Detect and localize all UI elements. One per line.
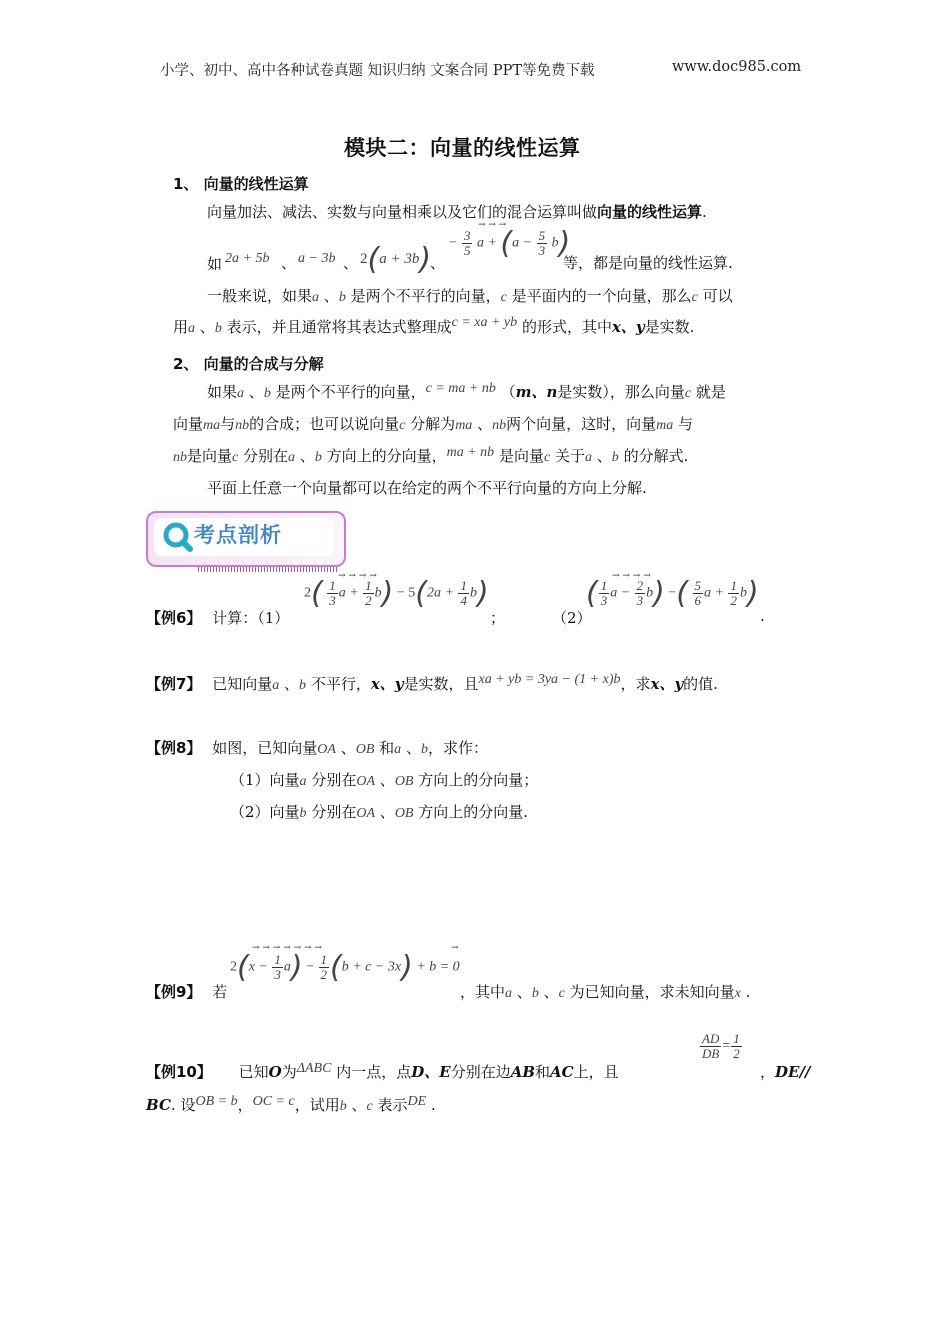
t: 2 <box>304 585 311 601</box>
para1-bold-term: 向量的线性运算 <box>597 203 703 221</box>
t: . <box>745 983 751 1001</box>
frac-num: 5 <box>538 228 546 244</box>
ex6-text: 计算：（1） <box>212 609 290 627</box>
t: 的值. <box>683 675 718 693</box>
search-icon <box>162 521 194 553</box>
t: . <box>430 1096 436 1114</box>
frac-den: 6 <box>694 593 702 608</box>
vec-c: c <box>558 986 565 1001</box>
t: 内一点，点 <box>336 1063 412 1081</box>
t: b <box>374 585 382 601</box>
frac-den: 2 <box>730 593 737 608</box>
expr-part: b <box>551 235 559 251</box>
t: AC <box>550 1063 574 1081</box>
vec-b: b <box>299 678 307 693</box>
t: a − <box>610 585 631 601</box>
expr-ma-nb: ma + nb <box>446 445 495 460</box>
vec-a: a <box>188 321 196 336</box>
t: 、 <box>379 771 395 789</box>
frac-num: 1 <box>600 578 608 594</box>
t: 上，且 <box>573 1063 619 1081</box>
t: 如图，已知向量 <box>212 739 318 757</box>
ex9-expr: 2(x − $\frac{1}{3}$ a) − $\frac{1}{2}$ (b + c − 3x) + b = 0 <box>230 950 460 985</box>
frac-den: 3 <box>538 243 546 258</box>
page-title: 模块二：向量的线性运算 <box>344 136 581 160</box>
t: 一般来说，如果 <box>207 287 313 305</box>
vec-c: c <box>232 450 239 465</box>
frac-num: 1 <box>365 578 372 594</box>
ex7-equation: xa + yb = 3ya − (1 + x)b <box>478 672 621 687</box>
frac-num: 3 <box>463 228 471 244</box>
expr-c-xa-yb: c = xa + yb <box>451 315 518 330</box>
vec-ob: OB <box>394 774 414 789</box>
vec-c: c <box>500 290 507 305</box>
expr-2-a-3b: 2(a + 3b) <box>360 242 432 277</box>
t: 分别在 <box>311 771 357 789</box>
badge-stripe <box>198 567 338 572</box>
t: 是实数，且 <box>403 675 479 693</box>
ex6-end: . <box>760 607 765 625</box>
sep: 、 <box>281 254 297 272</box>
t: a + <box>704 585 724 601</box>
t: 为已知向量，求未知向量 <box>569 983 735 1001</box>
vector-arrows: → → → → <box>612 571 651 581</box>
vec-b: b <box>611 450 619 465</box>
ex10-line1-end <box>760 1061 810 1082</box>
expr-oc-c: OC = c <box>252 1094 295 1109</box>
t: ，其中 <box>460 983 506 1001</box>
frac-den: 2 <box>320 967 328 982</box>
t: 、 <box>477 415 493 433</box>
t: 不平行， <box>310 675 371 693</box>
expr-ob-b: OB = b <box>195 1094 238 1109</box>
vec-c: c <box>366 1099 373 1114</box>
frac-num: 2 <box>636 578 644 594</box>
header-left-text: 小学、初中、高中各种试卷真题 知识归纳 文案合同 PPT等免费下载 <box>160 63 595 79</box>
frac-num: 1 <box>329 578 336 594</box>
t: 就是 <box>695 383 726 401</box>
t: 分别在 <box>311 803 357 821</box>
vec-x: x <box>734 986 741 1001</box>
t: 、 <box>248 383 264 401</box>
ex8-line <box>146 737 488 758</box>
frac-num: 1 <box>730 578 737 594</box>
frac-num: 1 <box>274 952 281 968</box>
t: 是实数），那么向量 <box>557 383 685 401</box>
t: 方向上的分向量， <box>326 447 447 465</box>
section1-para3 <box>207 289 733 305</box>
t: 可以 <box>702 287 733 305</box>
vec-b: b <box>339 1099 347 1114</box>
vec-a: a <box>585 450 592 465</box>
t: 、 <box>340 739 356 757</box>
t: 是向量 <box>498 447 544 465</box>
t: b <box>646 585 654 601</box>
t: 两个向量，这时，向量 <box>506 415 657 433</box>
t: 与 <box>220 415 236 433</box>
t: 表示 <box>377 1096 408 1114</box>
vec-nb: nb <box>173 450 187 465</box>
t: ，求作： <box>427 739 488 757</box>
vec-ma: ma <box>455 418 473 433</box>
ex9-line-end <box>460 981 750 1002</box>
vec-a: a <box>237 386 245 401</box>
para2-end: 等，都是向量的线性运算. <box>563 254 733 272</box>
vec-oa: OA <box>317 742 336 757</box>
frac-num: 1 <box>460 578 467 594</box>
t: 、 <box>199 318 215 336</box>
frac-den: 3 <box>600 593 608 608</box>
vector-arrows: → → → → <box>338 571 377 581</box>
vec-a: a <box>394 742 402 757</box>
ex7-tag: 【例7】 <box>146 675 202 693</box>
section1-para4 <box>173 315 695 336</box>
t: 是两个不平行的向量， <box>350 287 501 305</box>
t: x、y <box>611 318 645 336</box>
ex10-line1 <box>146 1061 619 1082</box>
t: D、E <box>411 1063 451 1081</box>
t: 2 <box>230 959 237 975</box>
t: − 5 <box>396 585 416 601</box>
t: m、n <box>515 383 558 401</box>
para1-text: 向量加法、减法、实数与向量相乘以及它们的混合运算叫做 <box>207 203 598 221</box>
vec-ma: ma <box>656 418 674 433</box>
expr-c-ma-nb: c = ma + nb <box>425 381 496 396</box>
header-url[interactable]: www.doc985.com <box>672 59 802 75</box>
frac-den: 3 <box>274 967 281 982</box>
vec-b: b <box>314 450 322 465</box>
t: 2a + <box>427 585 454 601</box>
t: x、y <box>370 675 404 693</box>
t: 若 <box>212 983 228 1001</box>
t: 、 <box>516 983 532 1001</box>
section2-heading: 2、 向量的合成与分解 <box>173 355 324 373</box>
vec-a: a <box>272 678 280 693</box>
t: DE// <box>775 1063 811 1081</box>
t: ，试用 <box>294 1096 340 1114</box>
t: 与 <box>678 415 694 433</box>
vec-c: c <box>399 418 406 433</box>
vec-a: a <box>505 986 513 1001</box>
t: 和 <box>535 1063 551 1081</box>
section2-line2 <box>173 417 693 433</box>
vec-de: DE <box>407 1094 427 1109</box>
t: 、 <box>299 447 315 465</box>
t: − <box>668 585 677 601</box>
vec-c: c <box>543 450 551 465</box>
vector-arrows: → <box>451 943 459 953</box>
section1-para1 <box>207 205 707 220</box>
ex6-line <box>146 607 289 628</box>
t: 是实数. <box>644 318 695 336</box>
t: 关于 <box>554 447 585 465</box>
vec-oa: OA <box>356 806 376 821</box>
sep: 、 <box>430 254 446 272</box>
vec-b: b <box>338 290 346 305</box>
t: ， <box>237 1096 253 1114</box>
t: 分别在 <box>243 447 289 465</box>
section1-heading: 1、 向量的线性运算 <box>173 175 309 193</box>
t: ，求 <box>620 675 651 693</box>
t: BC <box>146 1096 171 1114</box>
expr-combo: − $\frac{3}{5}$ a + (a − $\frac{5}{3}$ b) <box>448 226 571 261</box>
t: 、 <box>543 983 559 1001</box>
vec-c: c <box>684 386 692 401</box>
para2-lead: 如 <box>207 255 223 273</box>
vec-ob: OB <box>394 806 414 821</box>
section2-line3 <box>173 445 689 465</box>
t: + b = 0 <box>416 959 460 975</box>
t: （2）向量 <box>230 803 300 821</box>
ex6-part2: （2） <box>552 609 592 627</box>
t: 、 <box>323 287 339 305</box>
ex8-tag: 【例8】 <box>146 739 202 757</box>
frac-den: 2 <box>365 593 372 608</box>
vec-b: b <box>531 986 539 1001</box>
ex10-ratio <box>699 1032 743 1060</box>
expr-minus: − <box>448 235 458 251</box>
frac-num: AD <box>702 1031 720 1046</box>
t: （ <box>500 383 516 401</box>
para1-end: . <box>702 203 707 221</box>
vec-b: b <box>299 806 307 821</box>
t: − <box>306 959 315 975</box>
t: 的形式，其中 <box>521 318 612 336</box>
t: 、 <box>405 739 421 757</box>
t: b + c − 3x <box>341 959 402 975</box>
frac-den: DB <box>702 1045 720 1061</box>
triangle-abc: ΔABC <box>296 1061 332 1076</box>
frac-num: 5 <box>694 578 702 594</box>
vec-nb: nb <box>492 418 507 433</box>
t: 的合成；也可以说向量 <box>249 415 400 433</box>
sep: 、 <box>343 254 359 272</box>
frac-den: 5 <box>463 243 471 258</box>
t: 表示，并且通常将其表达式整理成 <box>226 318 452 336</box>
ex6-expr1: 2( $\frac{1}{3}$ a + $\frac{1}{2}$ b) − 5(2a + $\frac{1}{4}$ b) <box>304 576 489 611</box>
t: 是向量 <box>187 447 233 465</box>
section-badge <box>146 511 346 571</box>
expr-part: a − <box>512 235 533 251</box>
t: 向量 <box>173 415 204 433</box>
t: 方向上的分向量. <box>418 803 529 821</box>
t: x − <box>248 959 268 975</box>
ex6-expr2: ( $\frac{1}{3}$ a − $\frac{2}{3}$ b) −( $\frac{5}{6}$ a + $\frac{1}{2}$ b) <box>586 576 759 611</box>
ex9-tag: 【例9】 <box>146 983 202 1001</box>
t: 、 <box>596 447 612 465</box>
section1-para2 <box>207 227 223 273</box>
vec-b: b <box>263 386 271 401</box>
t: 如果 <box>207 383 238 401</box>
t: x、y <box>650 675 684 693</box>
t: 已知 <box>238 1063 269 1081</box>
ex6-tag: 【例6】 <box>146 609 202 627</box>
t: 、 <box>284 675 300 693</box>
section2-line1 <box>207 381 726 401</box>
ex9-line <box>146 981 227 1002</box>
t: a <box>283 959 291 975</box>
t: 是两个不平行的向量， <box>275 383 426 401</box>
t: （1）向量 <box>230 771 300 789</box>
t: 、 <box>351 1096 367 1114</box>
t: 方向上的分向量； <box>418 771 539 789</box>
t: 、 <box>379 803 395 821</box>
ex10-tag: 【例10】 <box>146 1063 212 1081</box>
t: ， <box>760 1063 776 1081</box>
t: = <box>722 1038 731 1054</box>
t: b <box>469 585 477 601</box>
frac-den: 4 <box>460 593 467 608</box>
vec-ob: OB <box>355 742 375 757</box>
ex8-item2 <box>230 801 528 822</box>
vec-a: a <box>288 450 296 465</box>
ex8-item1 <box>230 769 538 790</box>
ex7-line <box>146 673 718 694</box>
vec-c: c <box>691 290 698 305</box>
vector-arrows: → → → <box>478 220 507 230</box>
vector-arrows: → → → → → → → <box>252 943 322 953</box>
ex6-semi: ； <box>490 609 506 627</box>
frac-num: 1 <box>320 952 328 968</box>
t: 的分解式. <box>623 447 689 465</box>
t: 用 <box>173 318 189 336</box>
frac-num: 1 <box>733 1031 740 1046</box>
expr-2a-5b: 2a + 5b <box>225 251 270 266</box>
t: b <box>739 585 747 601</box>
vec-nb: nb <box>235 418 250 433</box>
t: 为 <box>281 1063 297 1081</box>
t: AB <box>510 1063 536 1081</box>
vec-b: b <box>214 321 222 336</box>
vec-ma: ma <box>203 418 221 433</box>
frac-den: 3 <box>329 593 336 608</box>
badge-label: 考点剖析 <box>194 523 282 547</box>
vec-b: b <box>420 742 428 757</box>
t: O <box>268 1063 282 1081</box>
vec-a: a <box>312 290 320 305</box>
t: . 设 <box>170 1096 196 1114</box>
t: 分解为 <box>410 415 456 433</box>
t: 分别在边 <box>450 1063 511 1081</box>
expr-part: a + <box>476 235 497 251</box>
t: a + <box>338 585 359 601</box>
t: 和 <box>379 739 395 757</box>
ex10-line2 <box>146 1094 436 1115</box>
expr-a-3b: a − 3b <box>298 251 336 266</box>
section2-line4: 平面上任意一个向量都可以在给定的两个不平行向量的方向上分解. <box>207 479 647 497</box>
frac-den: 3 <box>636 593 644 608</box>
t: 已知向量 <box>212 675 273 693</box>
vec-a: a <box>299 774 307 789</box>
frac-den: 2 <box>733 1045 740 1061</box>
vec-oa: OA <box>356 774 376 789</box>
t: 是平面内的一个向量，那么 <box>511 287 692 305</box>
